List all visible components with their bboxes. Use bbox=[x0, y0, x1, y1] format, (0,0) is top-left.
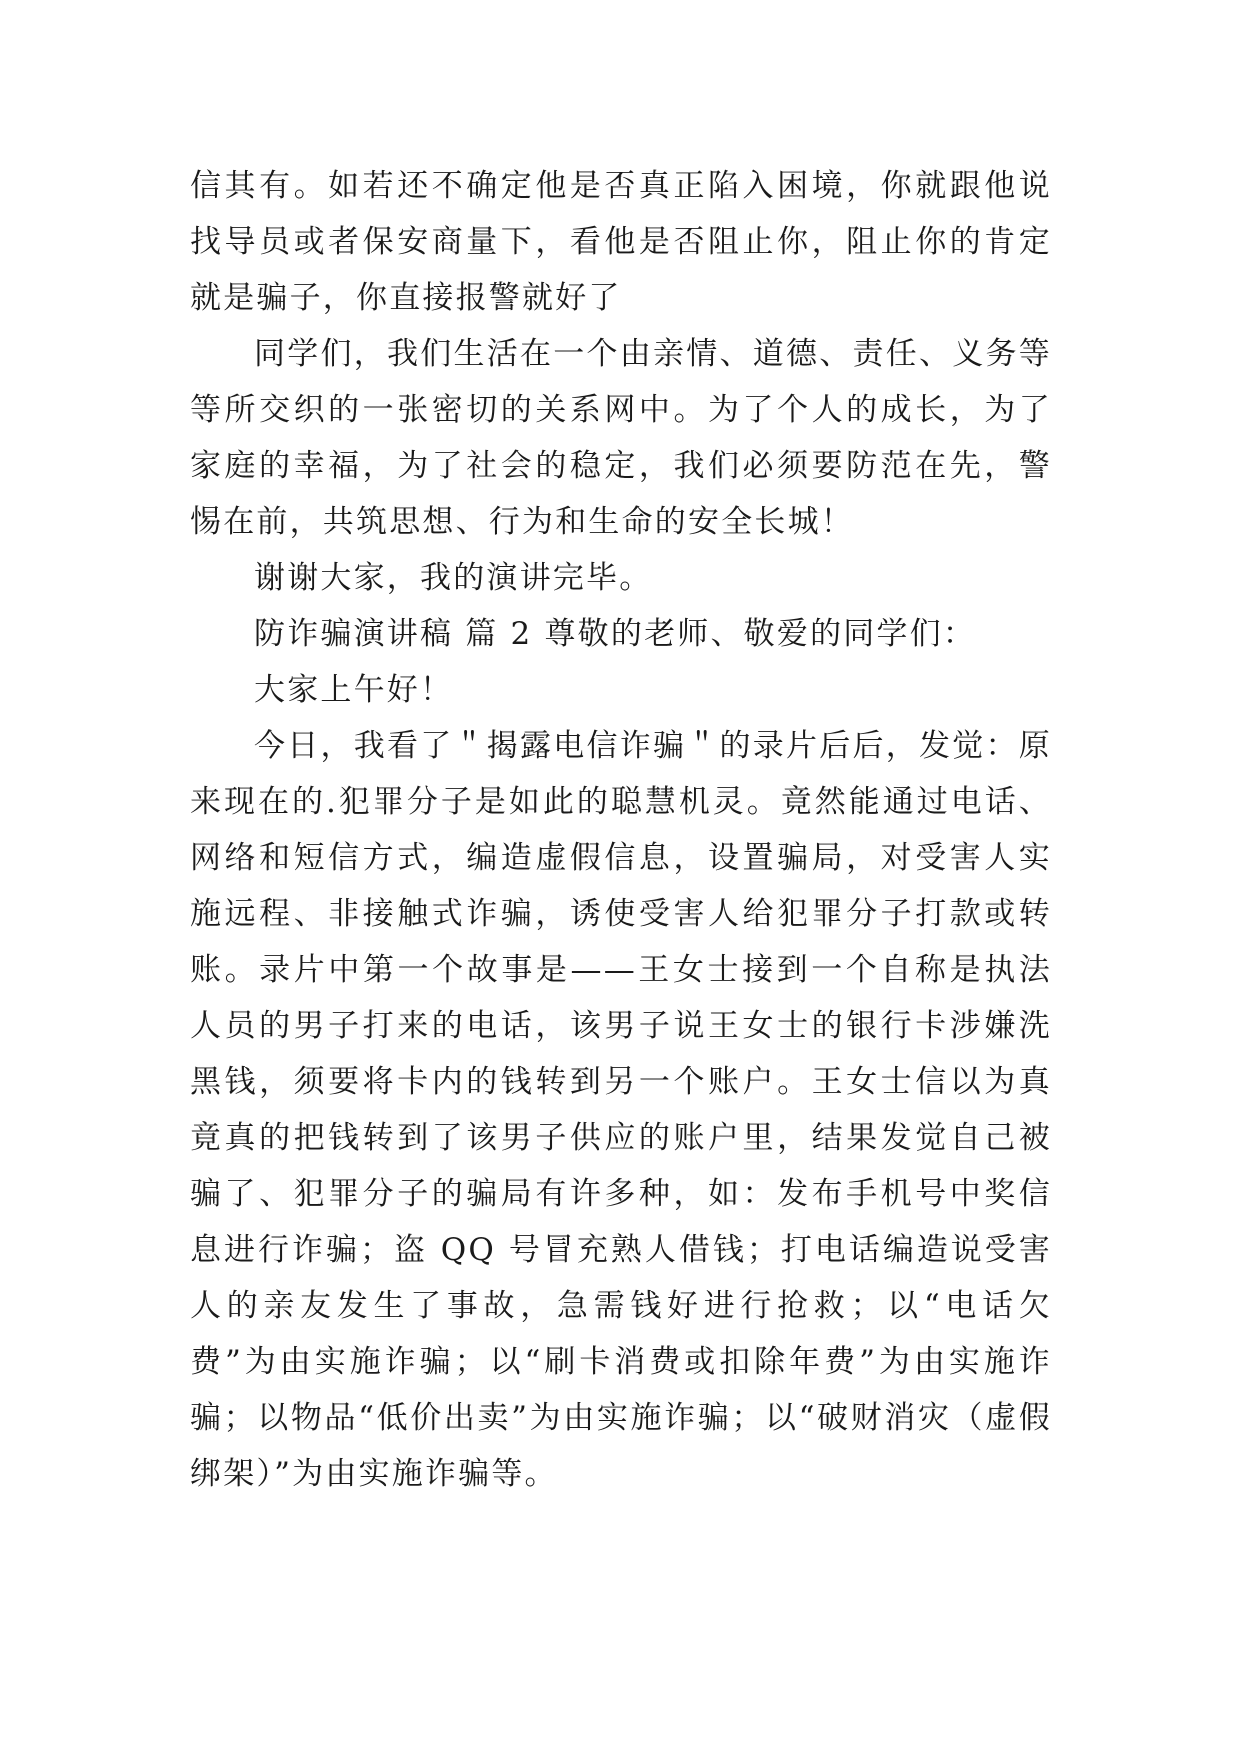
paragraph-6: 今日，我看了＂揭露电信诈骗＂的录片后后，发觉：原来现在的.犯罪分子是如此的聪慧机灵。竟然能通过电话、网络和短信方式，编造虚假信息，设置骗局，对受害人实施远程、非接触式诈骗，诱使受害人给犯罪分子打款或转账。录片中第一个故事是——王女士接到一个自称是执法人员的男子打来的电话，该男子说王女士的银行卡涉嫌洗黑钱，须要将卡内的钱转到另一个账户。王女士信以为真竟真的把钱转到了该男子供应的账户里，结果发觉自己被骗了、犯罪分子的骗局有许多种，如：发布手机号中奖信息进行诈骗；盗 QQ 号冒充熟人借钱；打电话编造说受害人的亲友发生了事故，急需钱好进行抢救；以“电话欠费”为由实施诈骗；以“刷卡消费或扣除年费”为由实施诈骗；以物品“低价出卖”为由实施诈骗；以“破财消灾（虚假绑架）”为由实施诈骗等。 bbox=[190, 728, 1052, 1492]
greeting: 大家上午好！ bbox=[254, 672, 454, 708]
document-body bbox=[190, 158, 1052, 1502]
section-heading: 防诈骗演讲稿 篇 2 尊敬的老师、敬爱的同学们： bbox=[254, 616, 977, 652]
paragraph-2: 同学们，我们生活在一个由亲情、道德、责任、义务等等所交织的一张密切的关系网中。为了个人的成长，为了家庭的幸福，为了社会的稳定，我们必须要防范在先，警惕在前，共筑思想、行为和生命的安全长城！ bbox=[190, 336, 1052, 540]
paragraph-1: 信其有。如若还不确定他是否真正陷入困境，你就跟他说找导员或者保安商量下，看他是否阻止你，阻止你的肯定就是骗子，你直接报警就好了 bbox=[190, 168, 1052, 316]
paragraph-3: 谢谢大家，我的演讲完毕。 bbox=[254, 560, 653, 596]
